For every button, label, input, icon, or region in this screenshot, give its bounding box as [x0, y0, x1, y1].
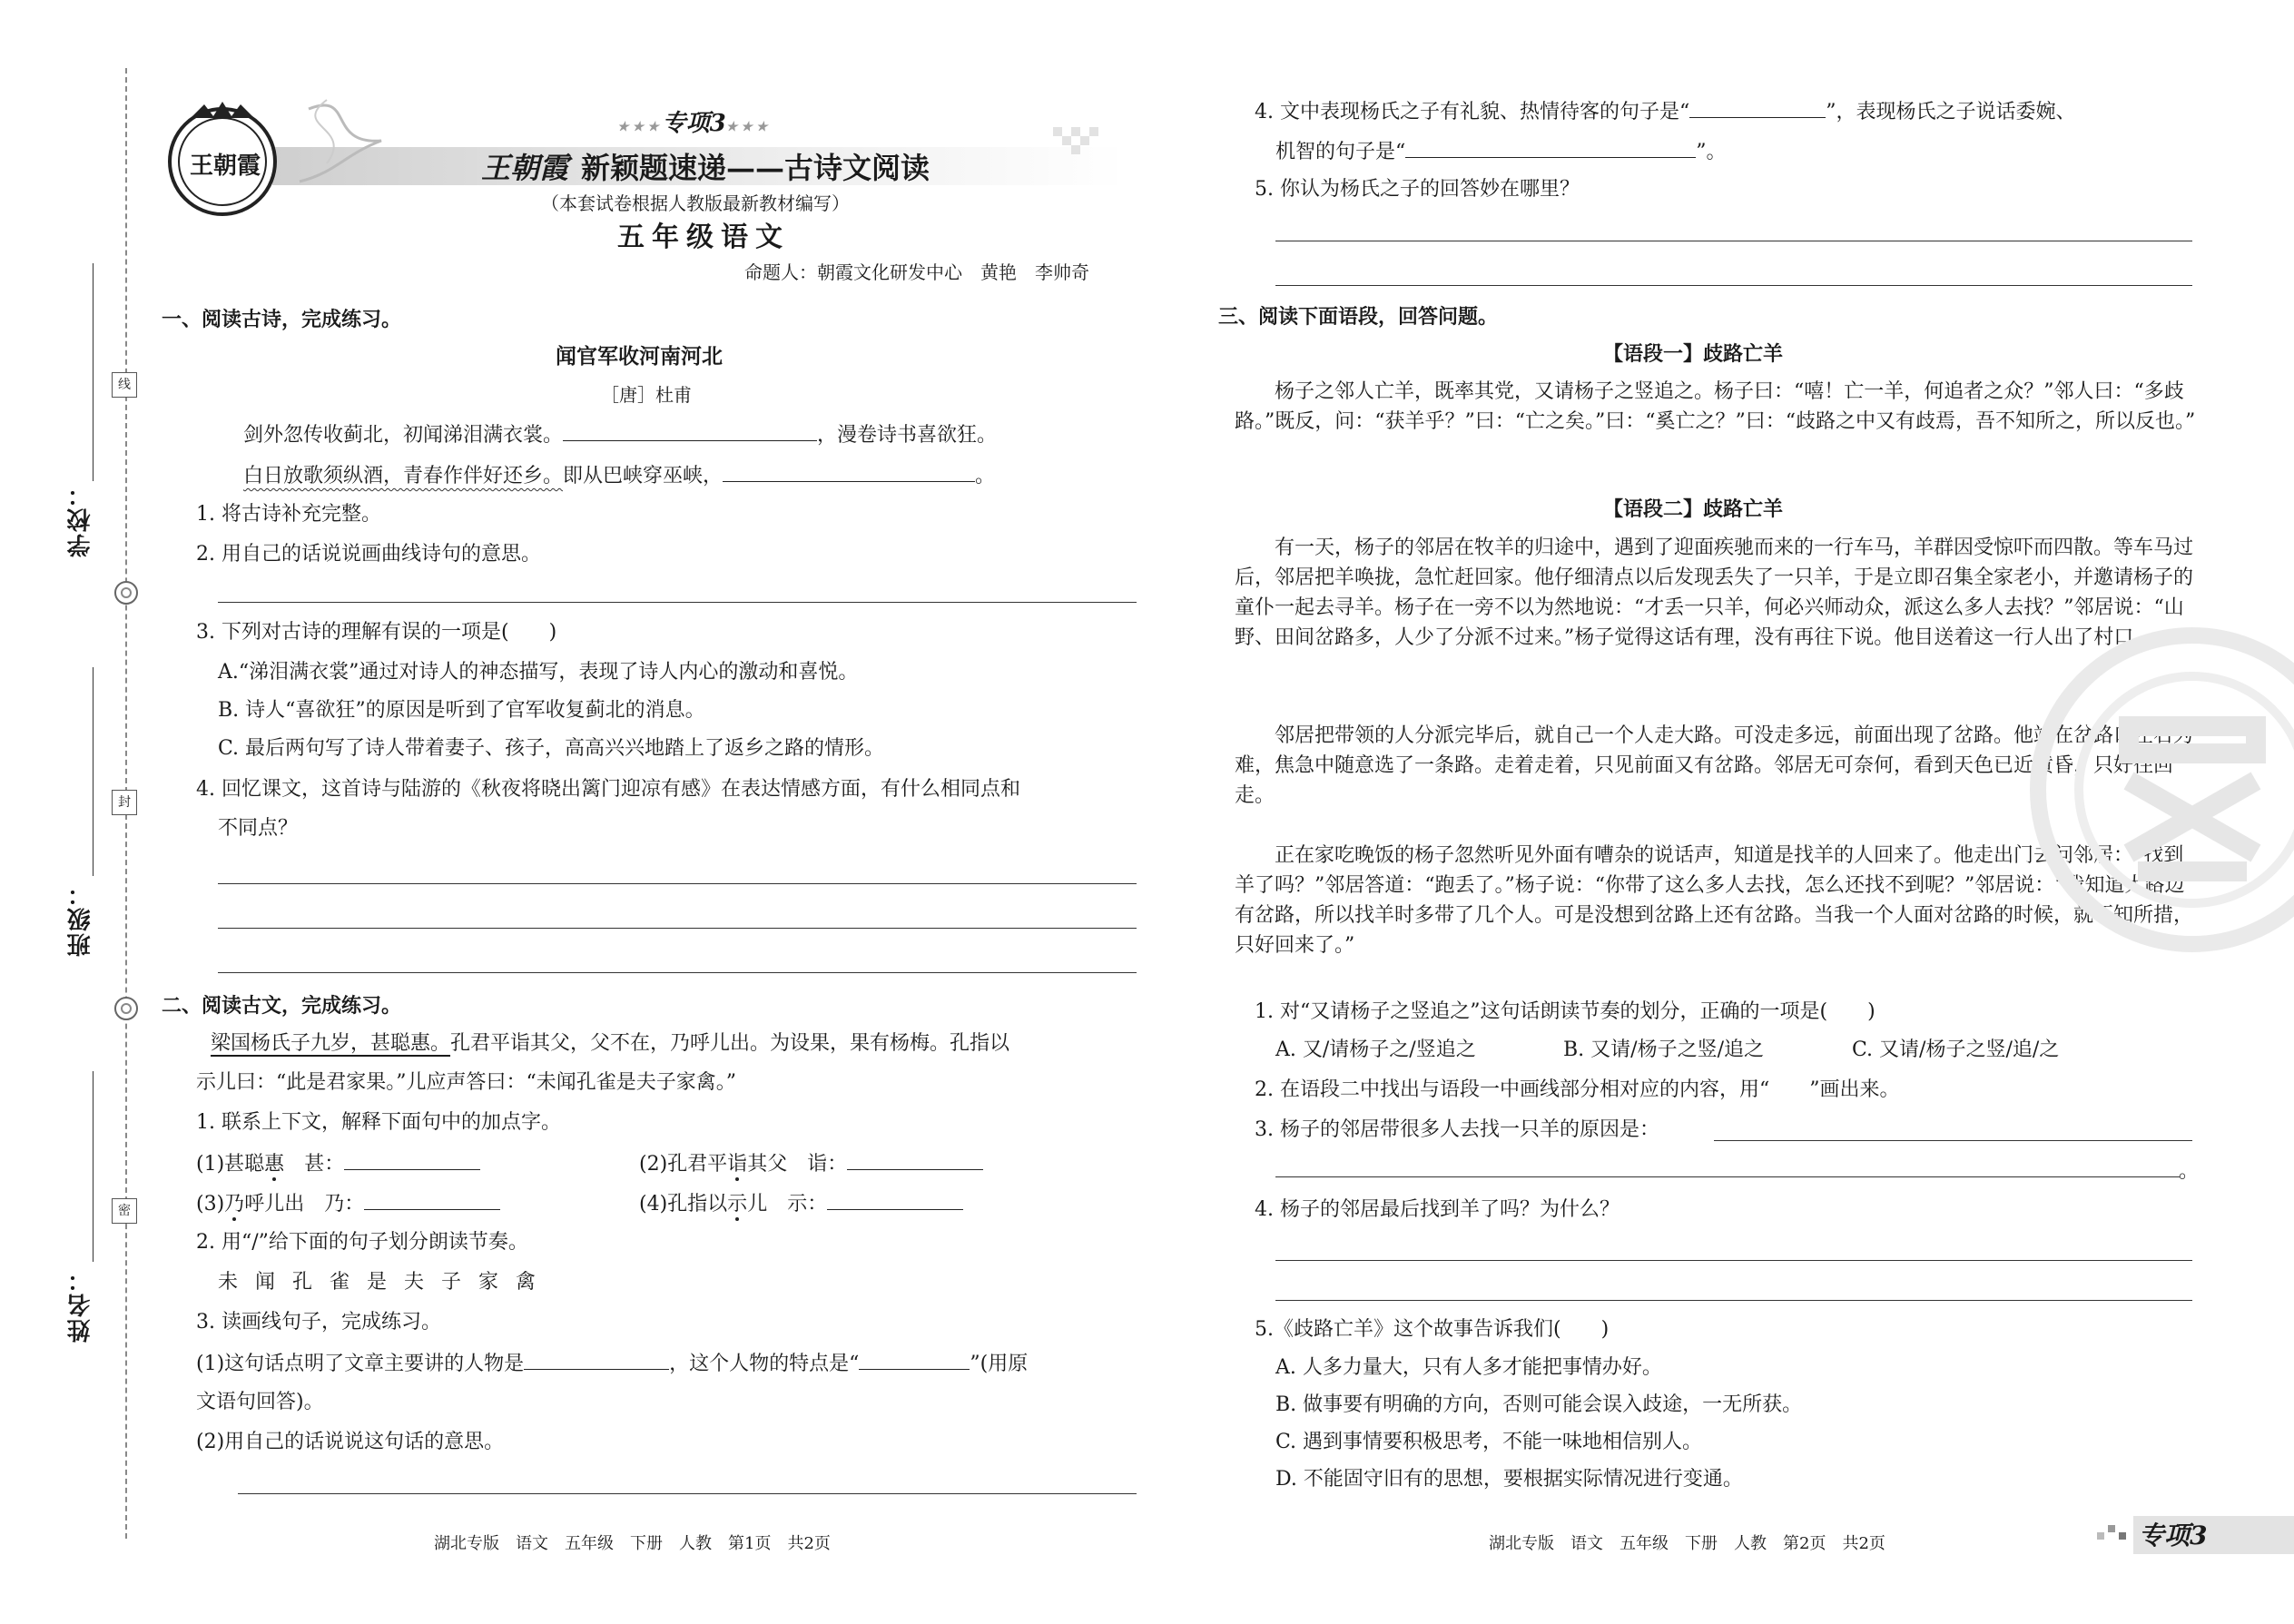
name-label: 姓名：: [67, 1266, 94, 1343]
poem-line-2: 白日放歌须纵酒，青春作伴好还乡。即从巴峡穿巫峡， 。: [243, 461, 995, 490]
s1-q3-option-b[interactable]: B. 诗人“喜欲狂”的原因是听到了官军收复蓟北的消息。: [218, 699, 705, 722]
s3-q5-option-c[interactable]: C. 遇到事情要积极思考，不能一味地相信别人。: [1275, 1431, 1703, 1453]
s3-q4-answer-line[interactable]: [1275, 1300, 2192, 1301]
s3-q5-option-a[interactable]: A. 人多力量大，只有人多才能把事情办好。: [1275, 1356, 1662, 1379]
footer-tag-squares: [2097, 1525, 2133, 1543]
class-label: 班级：: [67, 881, 94, 957]
wavy-underlined-line: 白日放歌须纵酒，青春作伴好还乡。: [243, 465, 564, 487]
s3-q4: 4. 杨子的邻居最后找到羊了吗？为什么？: [1255, 1198, 1620, 1221]
s2-q1-blank-2[interactable]: [847, 1149, 983, 1170]
s3-q1: 1. 对“又请杨子之竖追之”这句话朗读节奏的划分，正确的一项是( ): [1255, 1000, 1876, 1023]
s1-q2-answer-line[interactable]: [218, 602, 1137, 603]
s1-q4-cont: 不同点？: [218, 817, 299, 840]
dotted-char: 惠: [264, 1153, 285, 1176]
s1-q1: 1. 将古诗补充完整。: [196, 503, 381, 526]
footer-right: 湖北专版 语文 五年级 下册 人教 第2页 共2页: [1489, 1534, 1885, 1553]
grade-subject-title: 五年级语文: [617, 221, 790, 253]
s2-q4-blank-witty[interactable]: [1405, 137, 1696, 158]
s1-q3-option-c[interactable]: C. 最后两句写了诗人带着妻子、孩子，高高兴兴地踏上了返乡之路的情形。: [218, 737, 885, 760]
footer-left: 湖北专版 语文 五年级 下册 人教 第1页 共2页: [434, 1534, 831, 1553]
footer-tag: 专项3: [2139, 1521, 2208, 1550]
s2-q1-item-4: (4)孔指以示儿 示：: [639, 1189, 963, 1218]
s1-q4-answer-line[interactable]: [218, 928, 1137, 929]
s2-q3-blank-person[interactable]: [524, 1349, 669, 1370]
s2-q1-blank-3[interactable]: [364, 1189, 500, 1210]
passage1-title: 【语段一】歧路亡羊: [1603, 342, 1784, 366]
s1-q3-option-a[interactable]: A.“涕泪满衣裳”通过对诗人的神态描写，表现了诗人内心的激动和喜悦。: [218, 661, 859, 684]
s2-q3-part1-cont: 文语句回答)。: [196, 1391, 324, 1413]
series-label: ★★★专项3★★★: [617, 110, 772, 137]
s3-q3-end: 。: [2179, 1160, 2200, 1183]
poem-author: ［唐］杜甫: [601, 384, 692, 406]
s2-q1-item-1: (1)甚聪惠 甚：: [196, 1149, 480, 1178]
s2-q1: 1. 联系上下文，解释下面句中的加点字。: [196, 1111, 561, 1134]
s2-q4: 4. 文中表现杨氏之子有礼貌、热情待客的句子是“ ”，表现杨氏之子说话委婉、: [1255, 97, 2075, 126]
s1-q4-answer-line[interactable]: [218, 883, 1137, 884]
passage2-para-1: 有一天，杨子的邻居在牧羊的归途中，遇到了迎面疾驰而来的一行车马，羊群因受惊吓而四散。等车马过后，邻居把羊唤拢，急忙赶回家。他仔细清点以后发现丢失了一只羊，于是立即召集全家老小，并邀请杨子的童仆一起去寻羊。杨子在一旁不以为然地说：“才丢一只羊，何必兴师动众，派这么多人去找？”邻居说：“山野、田间岔路多，人少了分派不过来。”杨子觉得这话有理，没有再往下说。他目送着这一行人出了村口。: [1235, 536, 2194, 649]
watermark-seal-icon: [2020, 626, 2294, 953]
s2-q3-blank-trait[interactable]: [859, 1349, 970, 1370]
s2-passage-line-1: 梁国杨氏子九岁，甚聪惠。孔君平诣其父，父不在，乃呼儿出。为设果，果有杨梅。孔指以: [211, 1032, 1010, 1055]
seal-box-line: 线: [112, 372, 137, 398]
s3-q3: 3. 杨子的邻居带很多人去找一只羊的原因是：: [1255, 1118, 1659, 1141]
passage2-para-2: 邻居把带领的人分派完毕后，就自己一个人走大路。可没走多远，前面出现了岔路。他站在岔路口左右为难，焦急中随意选了一条路。走着走着，只见前面又有岔路。邻居无可奈何，看到天色已近黄昏，只好往回走。: [1235, 724, 2194, 807]
class-field[interactable]: [64, 667, 100, 976]
poem-line-1: 剑外忽传收蓟北，初闻涕泪满衣裳。 ，漫卷诗书喜欲狂。: [243, 420, 997, 449]
s3-q1-option-a[interactable]: A. 又/请杨子之/竖追之: [1275, 1038, 1476, 1061]
s1-q2: 2. 用自己的话说说画曲线诗句的意思。: [196, 543, 541, 566]
s1-q4-answer-line[interactable]: [218, 972, 1137, 973]
school-field[interactable]: [64, 263, 100, 572]
underlined-sentence: 梁国杨氏子九岁，甚聪惠。: [211, 1032, 451, 1055]
s2-q4-cont: 机智的句子是“ ”。: [1275, 137, 1727, 166]
s2-q1-blank-4[interactable]: [827, 1189, 963, 1210]
s2-passage-line-2: 示儿曰：“此是君家果。”儿应声答曰：“未闻孔雀是夫子家禽。”: [196, 1071, 736, 1094]
dotted-char: 诣: [727, 1153, 748, 1176]
poem-blank-2[interactable]: [723, 461, 975, 482]
s3-q5-option-d[interactable]: D. 不能固守旧有的思想，要根据实际情况进行变通。: [1275, 1468, 1743, 1491]
s3-q3-answer-line[interactable]: [1714, 1140, 2192, 1141]
poem-title: 闻官军收河南河北: [556, 344, 723, 369]
s3-q5-option-b[interactable]: B. 做事要有明确的方向，否则可能会误入歧途，一无所获。: [1275, 1393, 1803, 1416]
s2-q3-answer-line[interactable]: [238, 1493, 1137, 1494]
s3-q3-answer-line[interactable]: [1275, 1176, 2180, 1177]
s2-q3: 3. 读画线句子，完成练习。: [196, 1311, 441, 1334]
s3-q2: 2. 在语段二中找出与语段一中画线部分相对应的内容，用“ ”画出来。: [1255, 1078, 1900, 1101]
brand-seal-text: 王朝霞: [189, 153, 261, 180]
s2-q5: 5. 你认为杨氏之子的回答妙在哪里？: [1255, 178, 1580, 201]
s3-q1-option-c[interactable]: C. 又请/杨子之竖/追/之: [1852, 1038, 2060, 1061]
poem-blank-1[interactable]: [563, 420, 817, 441]
s3-q1-option-b[interactable]: B. 又请/杨子之竖/追之: [1563, 1038, 1764, 1061]
binding-hole-icon: [114, 581, 138, 605]
name-field[interactable]: [64, 1071, 100, 1380]
s2-q1-item-3: (3)乃呼儿出 乃：: [196, 1189, 500, 1218]
s1-q4: 4. 回忆课文，这首诗与陆游的《秋夜将晓出篱门迎凉有感》在表达情感方面，有什么相同点和: [196, 778, 1020, 801]
s2-q4-blank-polite[interactable]: [1689, 97, 1826, 118]
s2-q3-part1: (1)这句话点明了文章主要讲的人物是 ，这个人物的特点是“ ”(用原: [196, 1349, 1028, 1378]
s2-q2: 2. 用“/”给下面的句子划分朗读节奏。: [196, 1231, 528, 1254]
dotted-char: 乃: [224, 1193, 245, 1216]
s2-q2-sentence[interactable]: 未 闻 孔 雀 是 夫 子 家 禽: [218, 1271, 541, 1294]
school-label: 学校：: [67, 481, 94, 557]
section3-heading: 三、阅读下面语段，回答问题。: [1218, 305, 1499, 329]
passage2-para-3: 正在家吃晚饭的杨子忽然听见外面有嘈杂的说话声，知道是找羊的人回来了。他走出门去问邻居：“找到羊了吗？”邻居答道：“跑丢了。”杨子说：“你带了这么多人去找，怎么还找不到呢？”邻居说：“我知道大路边有岔路，所以找羊时多带了几个人。可是没想到岔路上还有岔路。当我一个人面对岔路的时候，就不知所措，只好回来了。”: [1235, 844, 2194, 957]
s2-q1-blank-1[interactable]: [344, 1149, 480, 1170]
brand-name: 王朝霞: [481, 151, 569, 185]
s1-q3: 3. 下列对古诗的理解有误的一项是( ): [196, 621, 557, 644]
section2-heading: 二、阅读古文，完成练习。: [162, 994, 402, 1018]
passage1-text: 杨子之邻人亡羊，既率其党，又请杨子之竖追之。杨子曰：“嘻！亡一羊，何追者之众？”邻人曰：“多歧路。”既反，问：“获羊乎？”曰：“亡之矣。”曰：“奚亡之？”曰：“歧路之中又有歧焉，吾不知所之，所以反也。”: [1235, 380, 2196, 433]
main-title: 王朝霞 新颖题速递——古诗文阅读: [481, 151, 930, 185]
s3-q4-answer-line[interactable]: [1275, 1260, 2192, 1261]
s2-q3-part2: (2)用自己的话说说这句话的意思。: [196, 1431, 505, 1453]
dotted-char: 示: [727, 1193, 748, 1216]
edition-note: （本套试卷根据人教版最新教材编写）: [541, 192, 850, 214]
s2-q5-answer-line[interactable]: [1275, 285, 2192, 286]
s3-q5: 5.《歧路亡羊》这个故事告诉我们( ): [1255, 1318, 1610, 1341]
seal-box-secret: 密: [112, 1198, 137, 1224]
authors-line: 命题人：朝霞文化研发中心 黄艳 李帅奇: [744, 261, 1089, 283]
seal-box-seal: 封: [112, 790, 137, 815]
section1-heading: 一、阅读古诗，完成练习。: [162, 308, 402, 331]
binding-hole-icon: [114, 997, 138, 1020]
s2-q1-item-2: (2)孔君平诣其父 诣：: [639, 1149, 983, 1178]
passage2-title: 【语段二】歧路亡羊: [1603, 497, 1784, 521]
